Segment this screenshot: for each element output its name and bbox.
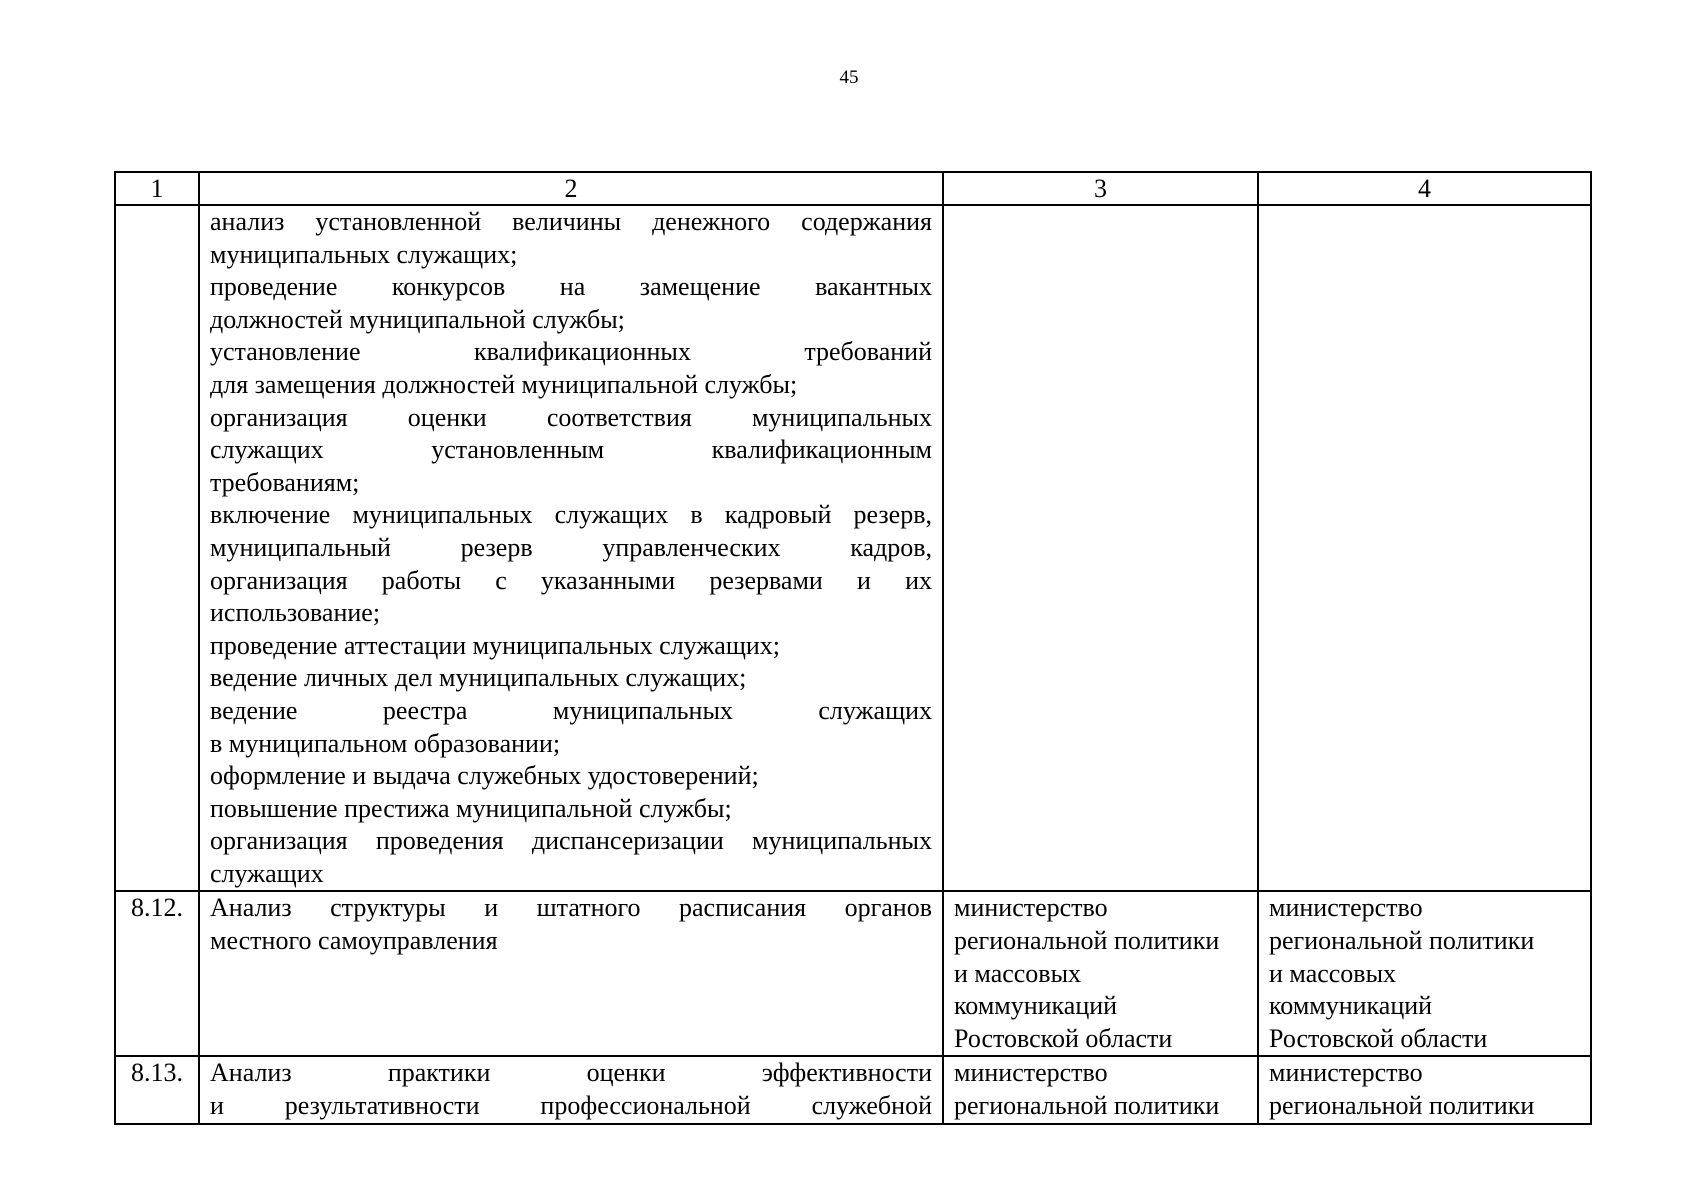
responsible-line: Ростовской области [954,1023,1173,1053]
row-description [199,891,943,1056]
row-responsible-col-3 [943,1056,1258,1123]
responsible-line: региональной политики [954,1091,1220,1121]
list-item-line: служащих [210,858,324,888]
table-header-row [115,172,1591,205]
responsible-line: министерство [1269,1058,1423,1088]
list-item-line: муниципальных служащих; [210,239,518,269]
responsible-line: министерство [954,1058,1108,1088]
responsible-line: коммуникаций [1269,991,1433,1021]
description-line: Анализ структуры и штатного расписания органов [210,893,932,923]
responsible-line: региональной политики [954,926,1220,956]
header-col-2: 2 [199,172,943,205]
header-col-1: 1 [115,172,199,205]
list-item-line: организация проведения диспансеризации муниципальных [210,826,932,856]
description-line: местного самоуправления [210,926,498,956]
responsible-line: региональной политики [1269,1091,1535,1121]
list-item-line: организация оценки соответствия муниципальных [210,402,932,432]
content-table [114,171,1592,1125]
list-item-line: служащих установленным квалификационным [210,435,932,465]
continuation-col-4-empty [1258,205,1591,891]
responsible-line: и массовых [1269,958,1397,988]
list-item-line: требованиям; [210,467,360,497]
list-item-line: использование; [210,598,381,628]
row-responsible-col-3 [943,891,1258,1056]
description-line: и результативности профессиональной служебной [210,1091,932,1121]
responsible-line: Ростовской области [1269,1023,1488,1053]
list-item-line: установление квалификационных требований [210,337,932,367]
list-item-line: для замещения должностей муниципальной службы; [210,369,798,399]
list-item-line: проведение аттестации муниципальных служащих; [210,630,780,660]
list-item-line: включение муниципальных служащих в кадровый резерв, [210,500,932,530]
list-item-line: ведение личных дел муниципальных служащих; [210,663,747,693]
list-item-line: проведение конкурсов на замещение вакантных [210,272,932,302]
description-line: Анализ практики оценки эффективности [210,1058,932,1088]
list-item-line: анализ установленной величины денежного содержания [210,207,932,236]
row-number: 8.13. [115,1056,199,1123]
responsible-line: и массовых [954,958,1082,988]
row-responsible-col-4 [1258,891,1591,1056]
list-item-line: оформление и выдача служебных удостоверений; [210,761,759,791]
row-description [199,1056,943,1123]
row-number: 8.12. [115,891,199,1056]
page-number: 45 [839,67,859,88]
list-item-line: ведение реестра муниципальных служащих [210,695,932,725]
list-item-line: организация работы с указанными резервами и их [210,565,932,595]
row-number-empty [115,205,199,891]
header-col-3: 3 [943,172,1258,205]
responsible-line: министерство [1269,893,1423,923]
table-row-8-13 [115,1056,1591,1123]
list-item-line: должностей муниципальной службы; [210,304,625,334]
continuation-col-3-empty [943,205,1258,891]
list-item-line: повышение престижа муниципальной службы; [210,793,732,823]
row-responsible-col-4 [1258,1056,1591,1123]
table-row-8-12 [115,891,1591,1056]
continuation-text-cell [199,205,943,891]
list-item-line: муниципальный резерв управленческих кадров, [210,532,932,562]
responsible-line: коммуникаций [954,991,1118,1021]
responsible-line: министерство [954,893,1108,923]
list-item-line: в муниципальном образовании; [210,728,561,758]
header-col-4: 4 [1258,172,1591,205]
table-row-continuation [115,205,1591,891]
responsible-line: региональной политики [1269,926,1535,956]
